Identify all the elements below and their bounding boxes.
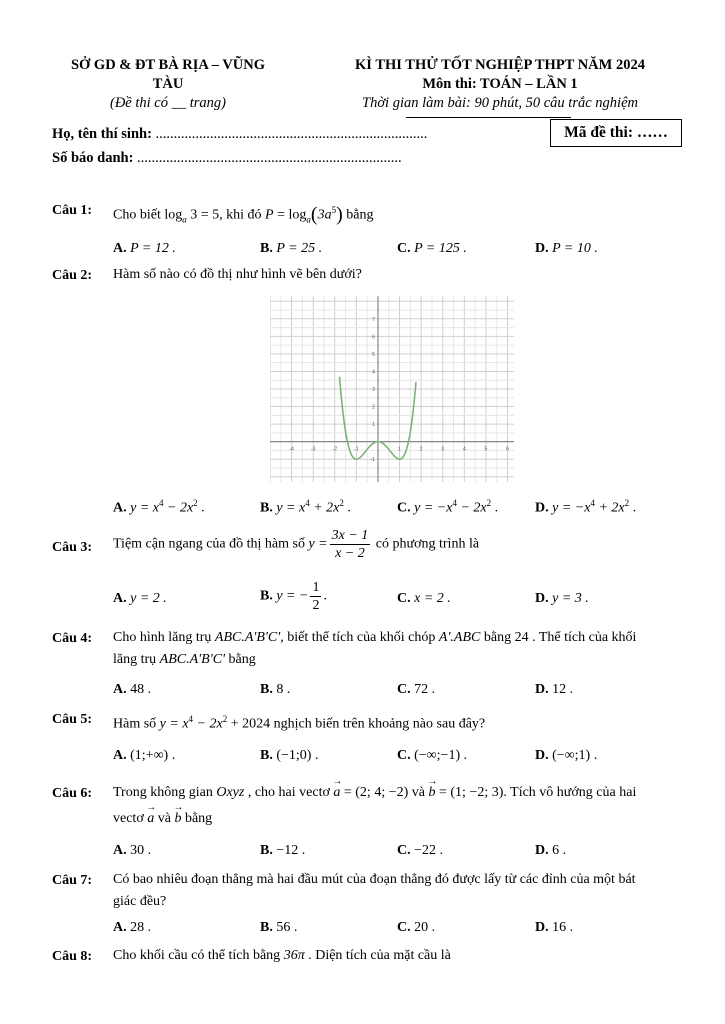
exam-code-box: Mã đề thi: …… <box>550 119 682 147</box>
option-b[interactable]: B. y = − $\frac{1}{2}$ . <box>260 580 327 613</box>
x-tick-label: -3 <box>310 446 316 453</box>
question-text: Cho hình lăng trụ ABC.A'B'C', biết thể tích của khối chóp A'.ABC bằng 24 . Thể tích của khối lăng trụ ABC.A'B'C' bằng <box>113 630 637 667</box>
x-tick-label: -4 <box>289 446 294 453</box>
department-header <box>48 56 288 113</box>
option-c[interactable]: C. $y = -x^4 - 2x^2$ . <box>397 498 499 516</box>
option-b[interactable]: B. (−1;0) . <box>260 748 319 763</box>
y-tick-label: 4 <box>372 369 375 376</box>
question-text: Hàm số nào có đồ thị như hình vẽ bên dưới? <box>113 267 362 282</box>
question-label: Câu 8: <box>52 949 93 964</box>
y-tick-label: 3 <box>372 387 375 393</box>
option-c[interactable]: C. 72 . <box>397 682 436 697</box>
y-tick-label: 2 <box>372 404 375 411</box>
x-tick-label: 1 <box>398 446 401 453</box>
exam-header <box>330 56 670 113</box>
y-tick-label: 1 <box>372 422 375 429</box>
option-d[interactable]: D. 16 . <box>535 920 574 935</box>
question-text: Hàm số $y = x^4 - 2x^2 + 2024$ nghịch biến trên khoảng nào sau đây? <box>113 714 486 732</box>
x-tick-label: 2 <box>419 446 423 453</box>
y-tick-label: 6 <box>372 334 375 341</box>
option-d[interactable]: D. P = 10 . <box>535 241 598 256</box>
student-info <box>52 122 427 170</box>
pages-note: (Đề thi có __ trang) <box>110 95 226 111</box>
question-label: Câu 1: <box>52 203 93 218</box>
vector-arrow-icon: → <box>427 776 438 787</box>
header-divider <box>406 117 571 118</box>
x-tick-label: -1 <box>354 446 359 453</box>
y-tick-label: -1 <box>370 457 375 464</box>
question-label: Câu 4: <box>52 631 93 646</box>
option-a[interactable]: A. y = 2 . <box>113 591 167 606</box>
student-id-label: Số báo danh: <box>52 150 134 166</box>
option-b[interactable]: B. −12 . <box>260 843 306 858</box>
exam-subject: Môn thi: TOÁN – LẦN 1 <box>422 76 578 92</box>
option-a[interactable]: A. 28 . <box>113 920 152 935</box>
exam-duration: Thời gian làm bài: 90 phút, 50 câu trắc nghiệm <box>362 95 638 111</box>
option-a[interactable]: A. (1;+∞) . <box>113 748 176 763</box>
question-text: Tiệm cận ngang của đồ thị hàm số y = $\frac{3x - 1}{x - 2}$ có phương trình là <box>113 528 480 561</box>
option-a[interactable]: A. P = 12 . <box>113 241 176 256</box>
option-b[interactable]: B. $y = x^4 + 2x^2$ . <box>260 498 351 516</box>
x-tick-label: -2 <box>332 446 338 453</box>
option-b[interactable]: B. 8 . <box>260 682 291 697</box>
student-id-field[interactable]: ......................................................................... <box>137 150 402 166</box>
option-c[interactable]: C. 20 . <box>397 920 436 935</box>
option-d[interactable]: D. $y = -x^4 + 2x^2$ . <box>535 498 637 516</box>
question-label: Câu 3: <box>52 540 93 555</box>
option-a[interactable]: A. 48 . <box>113 682 152 697</box>
y-tick-label: 5 <box>372 351 375 358</box>
option-c[interactable]: C. x = 2 . <box>397 591 451 606</box>
department-line-1: SỞ GD & ĐT BÀ RỊA – VŨNG <box>70 57 266 73</box>
department-line-2: TÀU <box>152 76 184 92</box>
question-label: Câu 6: <box>52 786 93 801</box>
vector-arrow-icon: → <box>146 802 157 813</box>
option-d[interactable]: D. 6 . <box>535 843 567 858</box>
option-b[interactable]: B. P = 25 . <box>260 241 323 256</box>
question-text: Trong không gian Oxyz , cho hai vectơ a → = (2; 4; −2) và b → = (1; −2; 3). Tích vô hướng của hai vectơ a → và b → bằng <box>113 780 673 832</box>
vector-b-symbol: b → <box>429 780 436 806</box>
x-tick-label: 5 <box>484 446 488 453</box>
question-text: Cho biết $\log_a 3 = 5$, khi đó $P = \log_a(3a^5)$ bằng <box>113 203 374 226</box>
question-label: Câu 7: <box>52 873 93 888</box>
question-label: Câu 2: <box>52 268 93 283</box>
exam-title: KÌ THI THỬ TỐT NGHIỆP THPT NĂM 2024 <box>355 57 645 73</box>
option-d[interactable]: D. (−∞;1) . <box>535 748 598 763</box>
question-text: Có bao nhiêu đoạn thẳng mà hai đầu mút của đoạn thẳng đó được lấy từ các đỉnh của một bát giác đều? <box>113 872 636 909</box>
option-c[interactable]: C. (−∞;−1) . <box>397 748 468 763</box>
x-tick-label: 3 <box>441 446 445 453</box>
x-tick-label: 4 <box>462 446 466 453</box>
question-label: Câu 5: <box>52 712 93 727</box>
option-a[interactable]: A. $y = x^4 - 2x^2$ . <box>113 498 205 516</box>
function-graph <box>270 296 514 482</box>
student-name-field[interactable]: ........................................................................... <box>155 126 428 142</box>
vector-a-symbol: a → <box>333 780 340 806</box>
option-b[interactable]: B. 56 . <box>260 920 298 935</box>
vector-arrow-icon: → <box>332 776 343 787</box>
option-d[interactable]: D. 12 . <box>535 682 574 697</box>
option-d[interactable]: D. y = 3 . <box>535 591 589 606</box>
y-tick-label: 7 <box>372 316 375 323</box>
question-text: Cho khối cầu có thể tích bằng 36π . Diện tích của mặt cầu là <box>113 948 451 963</box>
x-tick-label: 6 <box>506 446 509 453</box>
vector-arrow-icon: → <box>173 802 184 813</box>
option-c[interactable]: C. P = 125 . <box>397 241 467 256</box>
option-a[interactable]: A. 30 . <box>113 843 152 858</box>
student-name-label: Họ, tên thí sinh: <box>52 126 152 142</box>
option-c[interactable]: C. −22 . <box>397 843 444 858</box>
